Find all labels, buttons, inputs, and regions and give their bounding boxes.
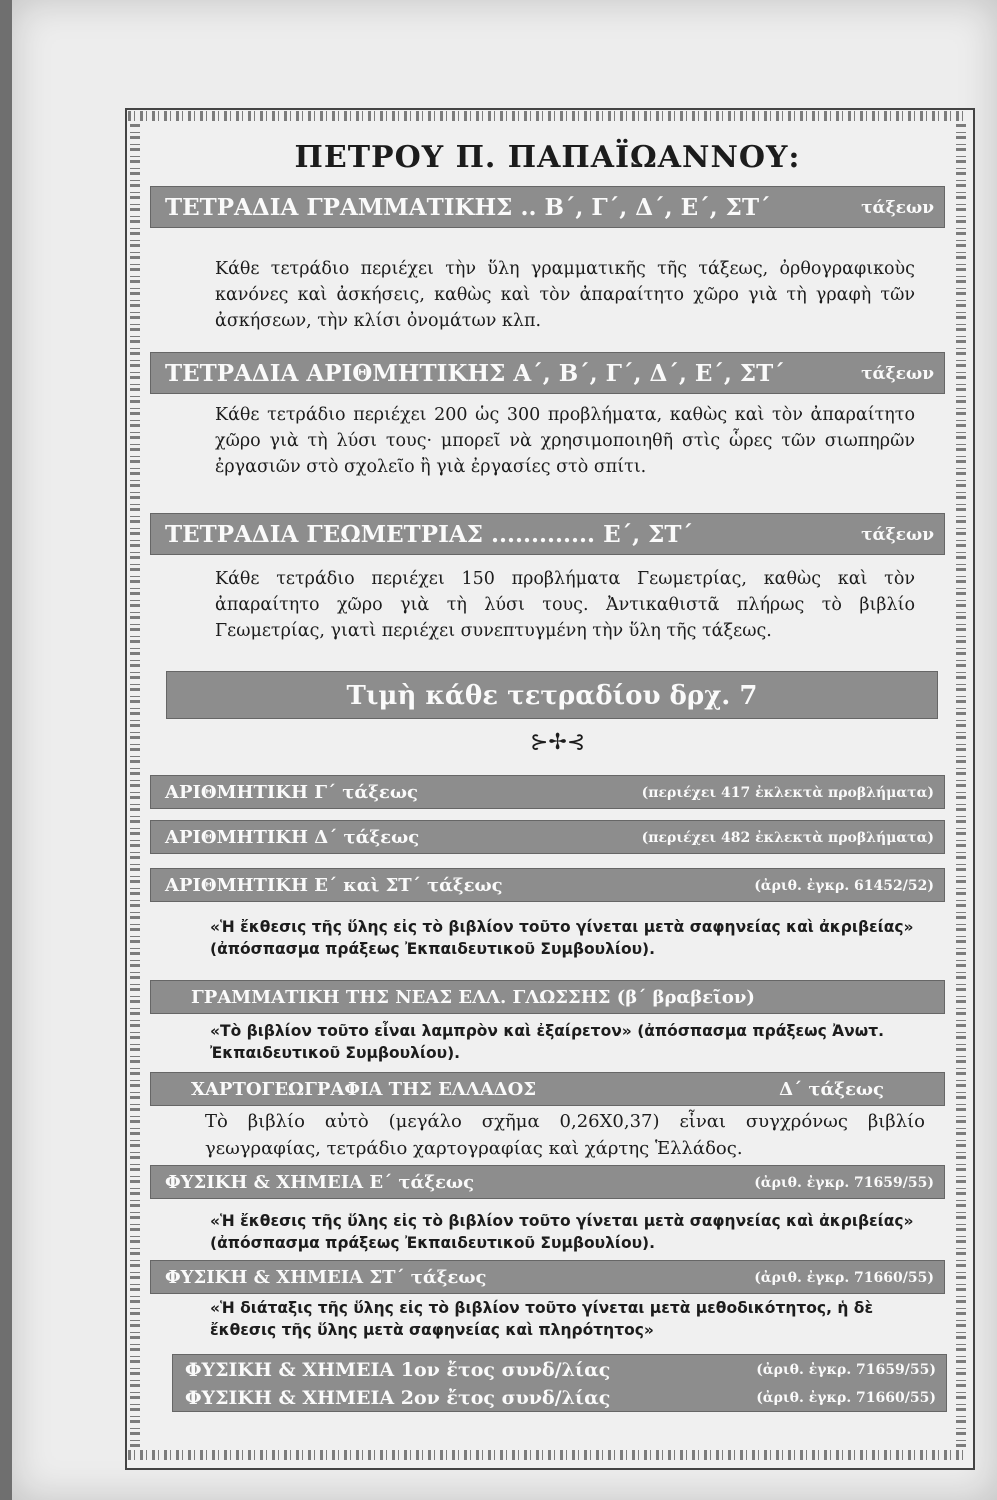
book-title: ΧΑΡΤΟΓΕΩΓΡΑΦΙΑ ΤΗΣ ΕΛΛΑΔΟΣ	[191, 1079, 537, 1100]
book-note: (ἀριθ. ἐγκρ. 71660/55)	[754, 1270, 934, 1286]
meander-border-left	[130, 124, 140, 1447]
final-book-row	[185, 1384, 936, 1412]
book-bar	[150, 775, 945, 809]
book-review: «Τὸ βιβλίον τοῦτο εἶναι λαμπρὸν καὶ ἐξαίρετον» (ἀπόσπασμα πράξεως Ἀνωτ. Ἐκπαιδευτικοῦ Συμβουλίου).	[210, 1022, 884, 1062]
book-note: (ἀριθ. ἐγκρ. 71659/55)	[756, 1362, 936, 1378]
price-banner: Τιμὴ κάθε τετραδίου δρχ. 7	[166, 671, 938, 719]
book-bar	[150, 1260, 945, 1294]
book-title: ΑΡΙΘΜΗΤΙΚΗ Δ΄ τάξεως	[165, 827, 420, 848]
meander-border-right	[956, 124, 966, 1447]
book-review: «Ἡ ἔκθεσις τῆς ὕλης εἰς τὸ βιβλίον τοῦτο γίνεται μετὰ σαφηνείας καὶ ἀκριβείας» (ἀπόσπασμα πράξεως Ἐκπαιδευτικοῦ Συμβουλίου).	[210, 918, 914, 958]
book-note: (ἀριθ. ἐγκρ. 71660/55)	[756, 1390, 936, 1406]
book-review: «Ἡ ἔκθεσις τῆς ὕλης εἰς τὸ βιβλίον τοῦτο γίνεται μετὰ σαφηνείας καὶ ἀκριβείας» (ἀπόσπασμα πράξεως Ἐκπαιδευτικοῦ Συμβουλίου).	[210, 1212, 914, 1252]
section-description: Κάθε τετράδιο περιέχει 150 προβλήματα Γεωμετρίας, καθὼς καὶ τὸν ἀπαραίτητο χῶρο γιὰ τὴ λύσι τους. Ἀντικαθιστᾶ πλήρως τὸ βιβλίο Γεωμετρίας, γιατὶ περιέχει συνεπτυγμένη τὴν ὕλη τῆς τάξεως.	[215, 569, 915, 641]
meander-border-bottom	[128, 1450, 968, 1460]
section-suffix: τάξεων	[861, 198, 934, 218]
final-book-row	[185, 1356, 936, 1384]
section-title: ΤΕΤΡΑΔΙΑ ΓΡΑΜΜΑΤΙΚΗΣ .. Β΄, Γ΄, Δ΄, Ε΄, ΣΤ΄	[165, 194, 771, 221]
section-bar-grammar	[150, 186, 945, 228]
book-review: Τὸ βιβλίο αὐτὸ (μεγάλο σχῆμα 0,26Χ0,37) εἶναι συγχρόνως βιβλίο γεωγραφίας, τετράδιο χαρτογραφίας καὶ χάρτης Ἑλλάδος.	[205, 1111, 925, 1159]
book-note: (περιέχει 482 ἐκλεκτὰ προβλήματα)	[641, 830, 934, 846]
book-title: ΑΡΙΘΜΗΤΙΚΗ Γ΄ τάξεως	[165, 782, 418, 803]
book-note: (ἀριθ. ἐγκρ. 61452/52)	[754, 878, 934, 894]
section-suffix: τάξεων	[861, 364, 934, 384]
book-bar	[150, 980, 945, 1014]
book-note: (ἀριθ. ἐγκρ. 71659/55)	[754, 1175, 934, 1191]
section-bar-arithmetic	[150, 352, 945, 394]
section-bar-geometry	[150, 513, 945, 555]
book-title: ΦΥΣΙΚΗ & ΧΗΜΕΙΑ 2ον ἔτος συνδ/λίας	[185, 1387, 611, 1409]
book-bar	[150, 1165, 945, 1199]
section-description: Κάθε τετράδιο περιέχει τὴν ὕλη γραμματικῆς τῆς τάξεως, ὀρθογραφικοὺς κανόνες καὶ ἀσκήσεις, καθὼς καὶ τὸν ἀπαραίτητο χῶρο γιὰ τὴ γραφὴ τῶν ἀσκήσεων, τὴν κλίσι ὀνομάτων κλπ.	[215, 259, 915, 331]
book-bar	[150, 820, 945, 854]
section-title: ΤΕΤΡΑΔΙΑ ΑΡΙΘΜΗΤΙΚΗΣ Α΄, Β΄, Γ΄, Δ΄, Ε΄, ΣΤ΄	[165, 360, 785, 387]
book-note: (περιέχει 417 ἐκλεκτὰ προβλήματα)	[641, 785, 934, 801]
book-bar	[150, 868, 945, 902]
section-description: Κάθε τετράδιο περιέχει 200 ὡς 300 προβλήματα, καθὼς καὶ τὸν ἀπαραίτητο χῶρο γιὰ τὴ λύσι τους· μπορεῖ νὰ χρησιμοποιηθῆ στὶς ὧρες τῶν σιωπηρῶν ἐργασιῶν στὸ σχολεῖο ἢ γιὰ ἐργασίες στὸ σπίτι.	[215, 405, 915, 477]
book-title: ΦΥΣΙΚΗ & ΧΗΜΕΙΑ 1ον ἔτος συνδ/λίας	[185, 1359, 611, 1381]
final-book-bar	[172, 1354, 947, 1412]
book-title: ΦΥΣΙΚΗ & ΧΗΜΕΙΑ Ε΄ τάξεως	[165, 1172, 475, 1193]
author-heading: ΠΕΤΡΟΥ Π. ΠΑΠΑΪΩΑΝΝΟΥ:	[294, 140, 801, 175]
book-note: Δ΄ τάξεως	[779, 1079, 884, 1100]
ornament-icon: ⊱✢⊰	[530, 730, 586, 755]
meander-border-top	[128, 111, 968, 121]
book-title: ΑΡΙΘΜΗΤΙΚΗ Ε΄ καὶ ΣΤ΄ τάξεως	[165, 875, 503, 896]
section-suffix: τάξεων	[861, 525, 934, 545]
section-title: ΤΕΤΡΑΔΙΑ ΓΕΩΜΕΤΡΙΑΣ ............. Ε΄, ΣΤ΄	[165, 521, 693, 548]
book-review: «Ἡ διάταξις τῆς ὕλης εἰς τὸ βιβλίον τοῦτο γίνεται μετὰ μεθοδικότητος, ἡ δὲ ἔκθεσις τῆς ὕλης μετὰ σαφηνείας καὶ πληρότητος»	[210, 1299, 874, 1339]
book-title: ΓΡΑΜΜΑΤΙΚΗ ΤΗΣ ΝΕΑΣ ΕΛΛ. ΓΛΩΣΣΗΣ (β΄ βραβεῖον)	[191, 987, 755, 1008]
book-bar	[150, 1072, 945, 1106]
book-title: ΦΥΣΙΚΗ & ΧΗΜΕΙΑ ΣΤ΄ τάξεως	[165, 1267, 487, 1288]
